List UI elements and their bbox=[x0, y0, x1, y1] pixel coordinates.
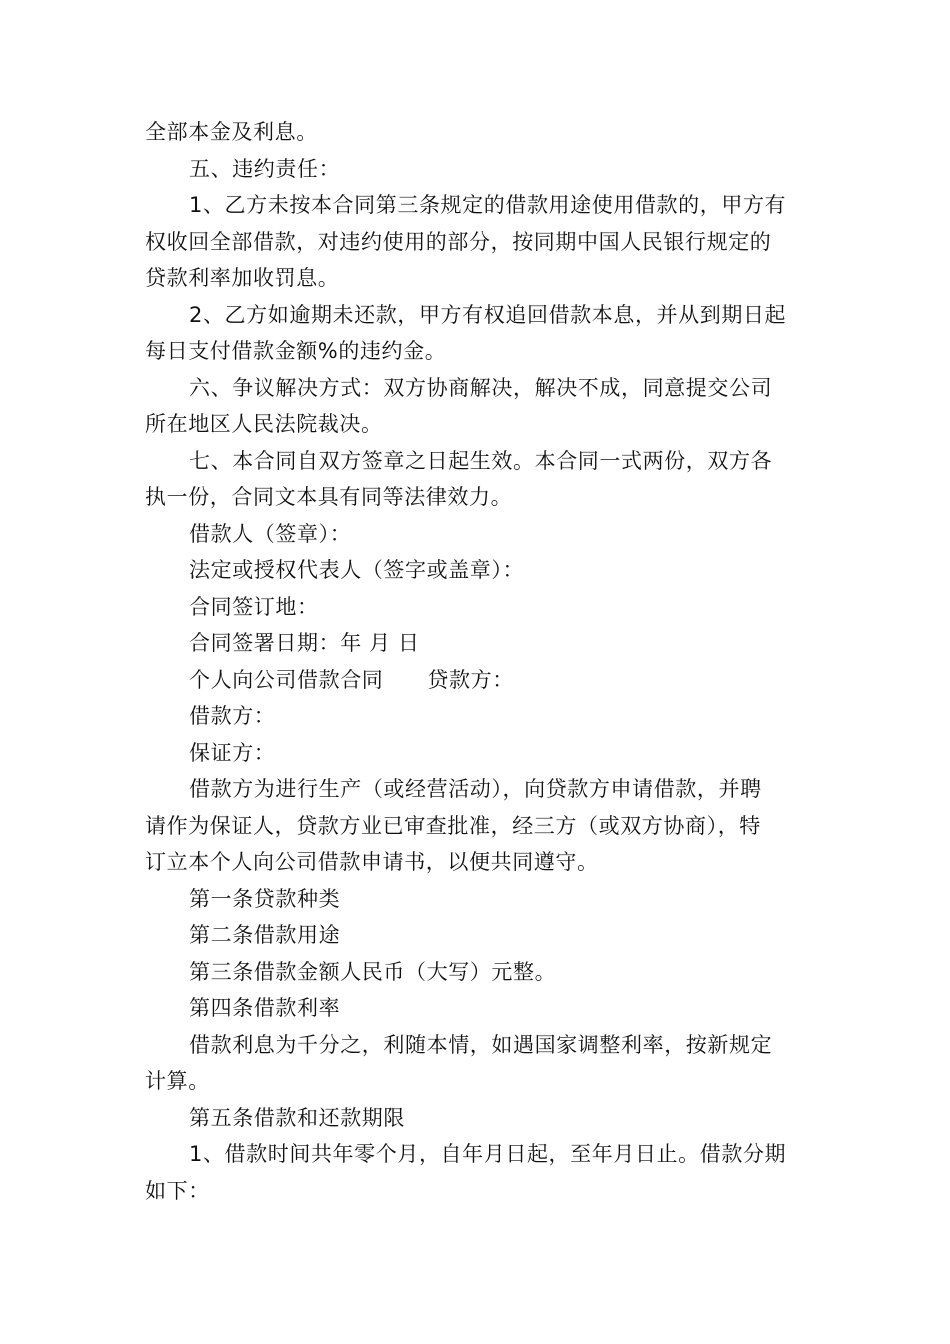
paragraph-line: 订立本个人向公司借款申请书，以便共同遵守。 bbox=[145, 850, 599, 874]
paragraph-line: 请作为保证人，贷款方业已审查批准，经三方（或双方协商），特 bbox=[145, 813, 761, 838]
paragraph-line: 借款利息为千分之，利随本情，如遇国家调整利率，按新规定 bbox=[189, 1032, 773, 1057]
section-heading-breach: 五、违约责任： bbox=[189, 156, 341, 181]
article-heading-5: 第五条借款和还款期限 bbox=[189, 1105, 405, 1130]
signing-date-field: 合同签署日期：年 月 日 bbox=[189, 631, 420, 655]
borrower-field: 借款方： bbox=[189, 704, 276, 728]
article-heading-2: 第二条借款用途 bbox=[189, 923, 341, 947]
lender-field: 贷款方： bbox=[427, 667, 514, 692]
paragraph-line: 全部本金及利息。 bbox=[145, 120, 318, 144]
paragraph-line: 贷款利率加收罚息。 bbox=[145, 266, 340, 290]
paragraph-line: 所在地区人民法院裁决。 bbox=[145, 412, 383, 436]
signing-place-field: 合同签订地： bbox=[189, 594, 319, 619]
paragraph-line: 执一份，合同文本具有同等法律效力。 bbox=[145, 485, 513, 509]
article-heading-1: 第一条贷款种类 bbox=[189, 886, 341, 911]
article-heading-4: 第四条借款利率 bbox=[189, 996, 341, 1020]
section-heading-dispute: 六、争议解决方式：双方协商解决，解决不成，同意提交公司 bbox=[189, 375, 773, 400]
contract-title: 个人向公司借款合同 bbox=[189, 667, 384, 692]
paragraph-line: 权收回全部借款，对违约使用的部分，按同期中国人民银行规定的 bbox=[145, 229, 772, 254]
borrower-signature-field: 借款人（签章）： bbox=[189, 521, 352, 546]
paragraph-line: 1、乙方未按本合同第三条规定的借款用途使用借款的，甲方有 bbox=[189, 193, 787, 217]
paragraph-line: 计算。 bbox=[145, 1069, 210, 1093]
representative-signature-field: 法定或授权代表人（签字或盖章）： bbox=[189, 558, 525, 582]
section-heading-effective: 七、本合同自双方签章之日起生效。本合同一式两份，双方各 bbox=[189, 448, 773, 473]
paragraph-line: 1、借款时间共年零个月，自年月日起，至年月日止。借款分期 bbox=[189, 1142, 787, 1166]
paragraph-line: 借款方为进行生产（或经营活动），向贷款方申请借款，并聘 bbox=[189, 777, 762, 801]
paragraph-line: 每日支付借款金额%的违约金。 bbox=[145, 339, 447, 363]
article-heading-3: 第三条借款金额人民币（大写）元整。 bbox=[189, 959, 557, 984]
paragraph-line: 如下： bbox=[145, 1178, 210, 1203]
document-body bbox=[145, 114, 810, 1209]
paragraph-line: 2、乙方如逾期未还款，甲方有权追回借款本息，并从到期日起 bbox=[189, 302, 787, 327]
contract-title-line bbox=[145, 662, 810, 699]
guarantor-field: 保证方： bbox=[189, 740, 276, 765]
